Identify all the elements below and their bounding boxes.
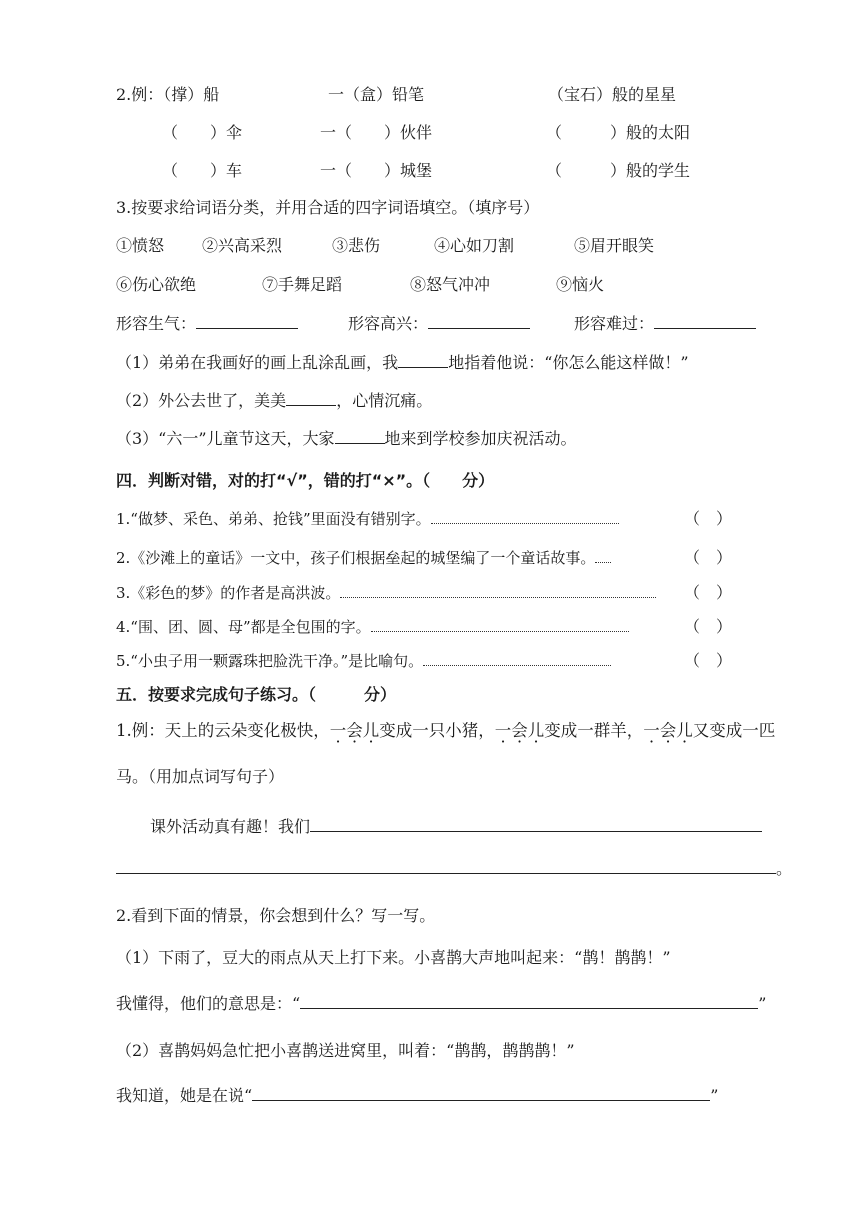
q3-sentence-2 [116, 390, 432, 412]
answer-line-1 [150, 816, 762, 838]
dot-char: 儿 [362, 721, 380, 740]
answer-prefix: 课外活动真有趣！我们 [150, 817, 311, 836]
q5-2-scene-1: （1）下雨了，豆大的雨点从天上打下来。小喜鹊大声地叫起来：“鹊！鹊鹊！” [116, 948, 671, 967]
classify-happy-label: 形容高兴： [348, 314, 429, 333]
q5-2-answer-1-prefix: 我懂得，他们的意思是：“ [116, 994, 301, 1013]
dot-char: 儿 [676, 721, 693, 740]
q3-sentence-3 [116, 428, 577, 450]
q2-item-partner: 一（ ）伙伴 [320, 123, 433, 142]
q2-example-2: 一（盒）铅笔 [328, 85, 425, 104]
emphasis-word-3 [643, 721, 693, 740]
word-5: ⑤眉开眼笑 [574, 236, 655, 255]
q5-2-answer-1 [116, 993, 766, 1015]
judge-answer-1[interactable]: （ ） [684, 509, 733, 528]
q3-s2-text-a: （2）外公去世了，美美 [116, 391, 287, 410]
judge-answer-3[interactable]: （ ） [684, 583, 733, 602]
q3-s1-blank[interactable] [398, 352, 448, 368]
dot-char: 儿 [527, 721, 545, 740]
q2-item-castle: 一（ ）城堡 [320, 161, 433, 180]
answer-period: 。 [776, 859, 793, 878]
q3-s1-text-b: 地指着他说：“你怎么能这样做！” [448, 353, 689, 372]
emphasis-word-1 [330, 721, 380, 740]
q3-sentence-1 [116, 352, 689, 374]
dot-char: 一 [643, 721, 660, 740]
q3-title: 3.按要求给词语分类，并用合适的四字词语填空。（填序号） [116, 198, 540, 217]
q2-title [116, 84, 219, 106]
leader-dots [431, 509, 619, 524]
q3-s3-text-b: 地来到学校参加庆祝活动。 [384, 429, 577, 448]
q5-2-answer-2-blank[interactable] [252, 1085, 710, 1101]
dot-char: 会 [511, 721, 528, 740]
close-quote: ” [758, 994, 767, 1013]
classify-sad-label: 形容难过： [574, 314, 655, 333]
answer-blank-2[interactable] [116, 858, 776, 874]
judge-item-5 [116, 650, 611, 672]
classify-angry [116, 313, 298, 335]
q2-example-3: （宝石）般的星星 [548, 85, 677, 104]
word-1: ①愤怒 [116, 236, 165, 255]
classify-happy [348, 313, 530, 335]
q5-2-answer-1-blank[interactable] [300, 993, 758, 1009]
q3-s3-blank[interactable] [335, 428, 385, 444]
judge-item-4 [116, 616, 629, 638]
dot-char: 一 [329, 721, 347, 740]
judge-item-3-text: 3.《彩色的梦》的作者是高洪波。 [116, 584, 341, 602]
word-2: ②兴高采烈 [202, 236, 283, 255]
example-text-a: 1.例：天上的云朵变化极快， [116, 721, 330, 740]
classify-angry-blank[interactable] [196, 313, 298, 329]
leader-dots [423, 651, 611, 666]
word-4: ④心如刀割 [434, 236, 515, 255]
dot-char: 一 [494, 721, 512, 740]
judge-item-4-text: 4.“围、团、圆、母”都是全包围的字。 [116, 618, 371, 636]
leader-dots [340, 583, 656, 598]
classify-sad [574, 313, 756, 335]
q3-s2-text-b: ，心情沉痛。 [336, 391, 433, 410]
q3-s2-blank[interactable] [286, 390, 336, 406]
q5-2-title: 2.看到下面的情景，你会想到什么？写一写。 [116, 906, 436, 925]
q2-item-umbrella: （ ）伞 [162, 123, 243, 142]
classify-sad-blank[interactable] [654, 313, 756, 329]
section-4-title: 四．判断对错，对的打“√”，错的打“×”。（ 分） [116, 471, 495, 490]
dot-char: 会 [659, 721, 677, 740]
judge-item-2-text: 2.《沙滩上的童话》一文中，孩子们根据垒起的城堡编了一个童话故事。 [116, 549, 596, 567]
word-8: ⑧怒气冲冲 [410, 275, 491, 294]
q5-2-scene-2: （2）喜鹊妈妈急忙把小喜鹊送进窝里，叫着：“鹊鹊，鹊鹊鹊！” [116, 1041, 575, 1060]
leader-dots [371, 617, 629, 632]
example-text-d: 又变成一匹 [692, 721, 776, 740]
answer-line-2 [116, 858, 792, 880]
dot-char: 会 [346, 721, 363, 740]
leader-dots [595, 548, 611, 563]
word-3: ③悲伤 [332, 236, 381, 255]
q5-2-answer-2-prefix: 我知道，她是在说“ [116, 1086, 253, 1105]
judge-item-2 [116, 547, 611, 569]
word-6: ⑥伤心欲绝 [116, 275, 197, 294]
classify-angry-label: 形容生气： [116, 314, 197, 333]
example-sentence [116, 720, 775, 742]
judge-answer-5[interactable]: （ ） [684, 651, 733, 670]
q3-s3-text-a: （3）“六一”儿童节这天，大家 [116, 429, 335, 448]
q2-item-student: （ ）般的学生 [546, 161, 691, 180]
answer-blank-1[interactable] [310, 816, 762, 832]
q5-2-answer-2 [116, 1085, 718, 1107]
close-quote: ” [710, 1086, 719, 1105]
example-text-c: 变成一群羊， [544, 721, 644, 740]
judge-item-1-text: 1.“做梦、采色、弟弟、抢钱”里面没有错别字。 [116, 510, 431, 528]
example-text-b: 变成一只小猪， [379, 721, 495, 740]
judge-answer-4[interactable]: （ ） [684, 617, 733, 636]
word-9: ⑨恼火 [556, 275, 605, 294]
example-line-2: 马。（用加点词写句子） [116, 767, 285, 786]
judge-item-1 [116, 508, 619, 530]
q3-s1-text-a: （1）弟弟在我画好的画上乱涂乱画，我 [116, 353, 399, 372]
section-5-title: 五．按要求完成句子练习。（ 分） [116, 685, 397, 704]
classify-happy-blank[interactable] [428, 313, 530, 329]
q2-example-1: （撑）船 [163, 85, 220, 104]
q2-label: 2.例： [116, 85, 164, 104]
judge-answer-2[interactable]: （ ） [684, 548, 733, 567]
word-7: ⑦手舞足蹈 [262, 275, 343, 294]
judge-item-3 [116, 582, 656, 604]
emphasis-word-2 [495, 721, 545, 740]
q2-item-sun: （ ）般的太阳 [546, 123, 691, 142]
q2-item-car: （ ）车 [162, 161, 243, 180]
judge-item-5-text: 5.“小虫子用一颗露珠把脸洗干净。”是比喻句。 [116, 652, 424, 670]
